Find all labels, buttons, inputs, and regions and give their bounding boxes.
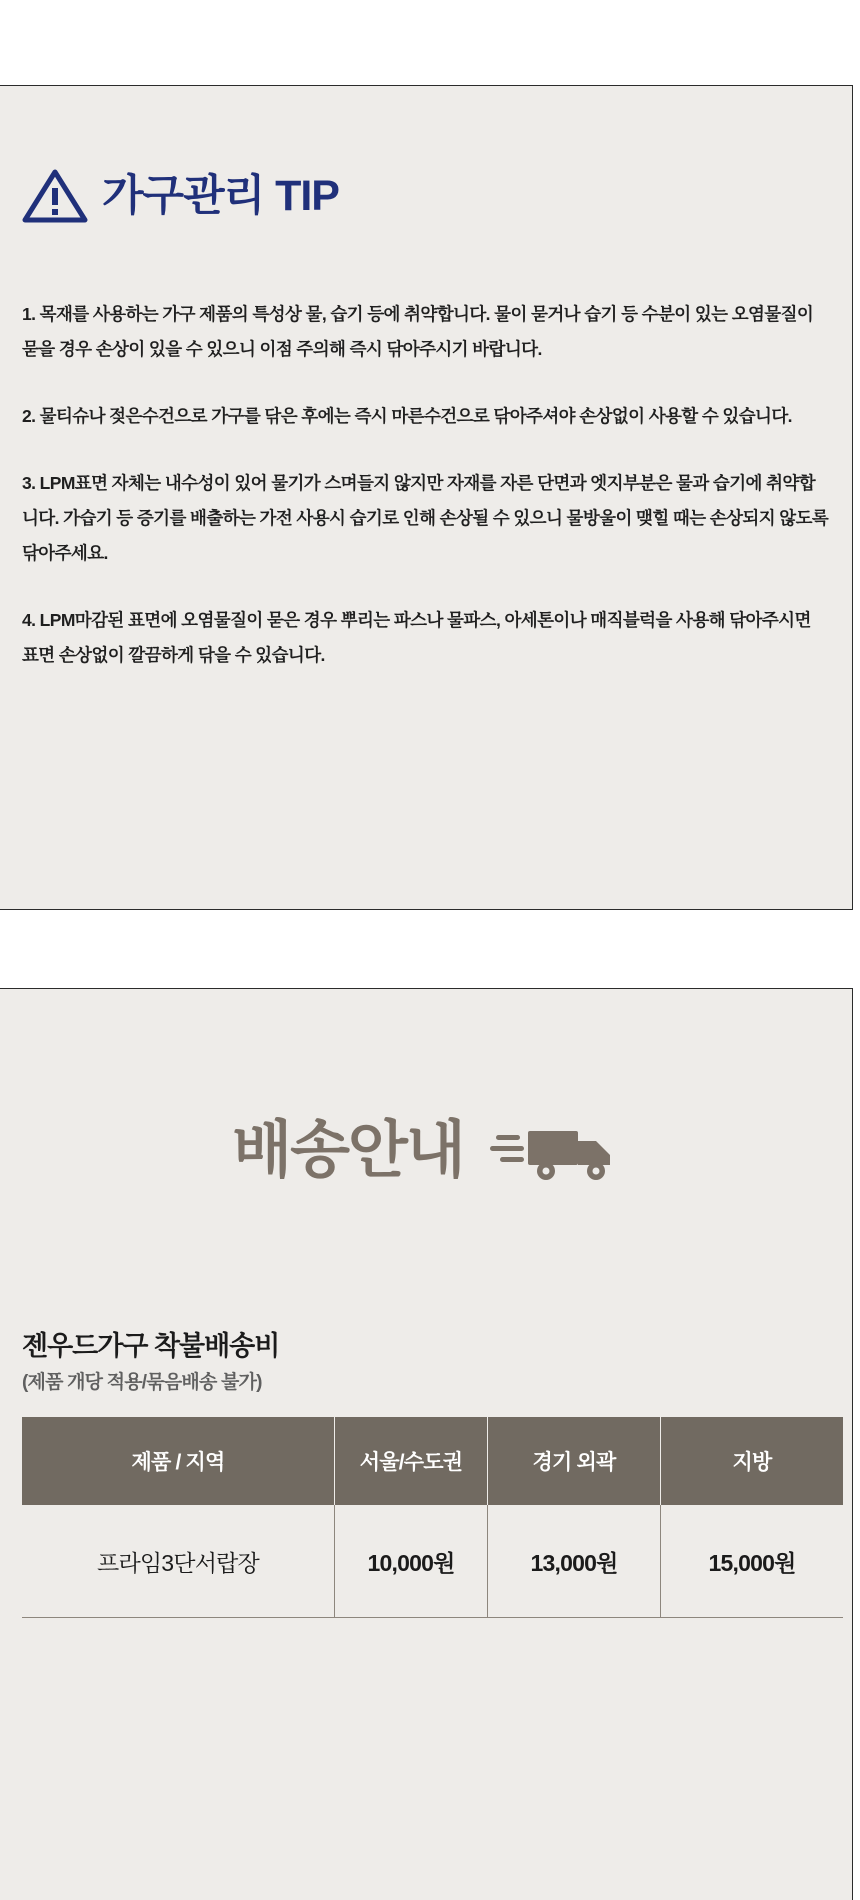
delivery-fee-note: (제품 개당 적용/묶음배송 불가) (22, 1372, 262, 1394)
delivery-fee-title: 젠우드가구 착불배송비 (22, 1330, 280, 1361)
cell-fee-region: 15,000원 (661, 1505, 844, 1618)
delivery-info-panel (0, 988, 853, 1900)
warning-triangle-icon (22, 168, 88, 224)
delivery-fee-table (22, 1417, 843, 1618)
table-header-region: 지방 (661, 1417, 844, 1505)
tip-body (0, 247, 852, 673)
tip-paragraph-1: 1. 목재를 사용하는 가구 제품의 특성상 물, 습기 등에 취약합니다. 물이 묻거나 습기 등 수분이 있는 오염물질이 묻을 경우 손상이 있을 수 있으니 이점 주의해 즉시 닦아주시기 바랍니다. (22, 303, 814, 359)
table-header-product: 제품 / 지역 (22, 1417, 335, 1505)
delivery-truck-icon (490, 1115, 620, 1187)
tip-paragraph-2: 2. 물티슈나 젖은수건으로 가구를 닦은 후에는 즉시 마른수건으로 닦아주셔야 손상없이 사용할 수 있습니다. (22, 405, 792, 426)
tip-paragraph-4: 4. LPM마감된 표면에 오염물질이 묻은 경우 뿌리는 파스나 물파스, 아세톤이나 매직블럭을 사용해 닦아주시면 표면 손상없이 깔끔하게 닦을 수 있습니다. (22, 609, 811, 665)
tip-header (0, 86, 852, 247)
table-header-gyeonggi: 경기 외곽 (488, 1417, 661, 1505)
cell-fee-seoul: 10,000원 (335, 1505, 488, 1618)
delivery-heading: 배송안내 (232, 1116, 464, 1186)
tip-title: 가구관리 TIP (102, 171, 339, 220)
table-row (22, 1505, 843, 1618)
furniture-care-tip-panel (0, 85, 853, 910)
cell-product-name: 프라임3단서랍장 (22, 1505, 335, 1618)
delivery-subtitle-block (0, 1234, 852, 1395)
table-header-row (22, 1417, 843, 1505)
tip-paragraph-3: 3. LPM표면 자체는 내수성이 있어 물기가 스며들지 않지만 자재를 자른 단면과 엣지부분은 물과 습기에 취약합니다. 가습기 등 증기를 배출하는 가전 사용시 습기로 인해 손상될 수 있으니 물방울이 맺힐 때는 손상되지 않도록 닦아주세요. (22, 472, 829, 563)
cell-fee-gyeonggi: 13,000원 (488, 1505, 661, 1618)
table-header-seoul: 서울/수도권 (335, 1417, 488, 1505)
delivery-heading-row (0, 989, 852, 1234)
